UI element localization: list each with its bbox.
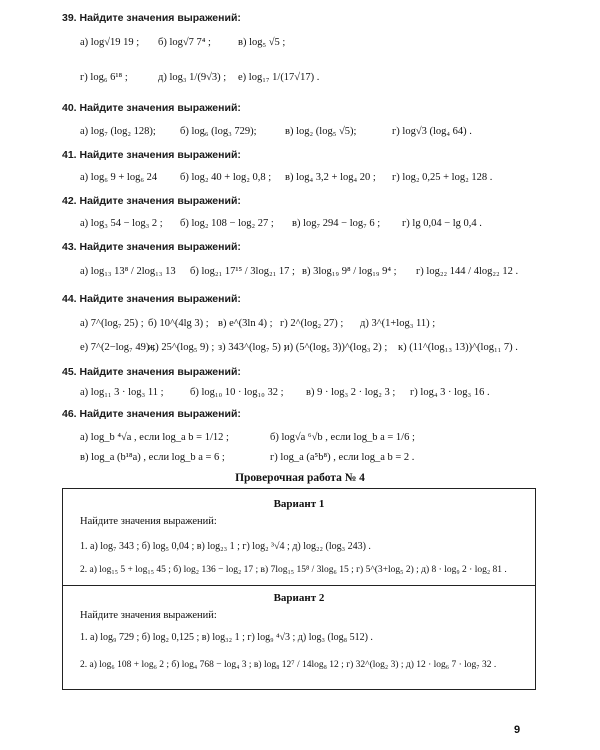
variant-2-title: Вариант 2 (273, 592, 325, 604)
problem-45-row-1 (80, 387, 540, 403)
problem-44-item-c: в) e^(3ln 4) ; (218, 318, 273, 329)
problem-39-item-f: е) log₁₇ 1/(17√17) . (238, 72, 320, 83)
problem-45-title: 45. Найдите значения выражений: (62, 366, 241, 378)
problem-41-item-a: а) log₆ 9 + log₆ 24 (80, 172, 158, 183)
problem-44-title: 44. Найдите значения выражений: (62, 293, 241, 305)
problem-39-row-2 (80, 72, 540, 88)
problem-39-item-d: г) log₆ 6¹⁸ ; (80, 72, 128, 83)
problem-45-item-a: а) log₁₁ 3 · log₃ 11 ; (80, 387, 164, 398)
problem-41-item-b: б) log₂ 40 + log₂ 0,8 ; (180, 172, 272, 183)
problem-44-item-h: з) 343^(log₇ 5) ; (218, 342, 287, 353)
problem-40-item-d: г) log√3 (log₄ 64) . (392, 126, 472, 137)
variant-2-task-1: 1. а) log₉ 729 ; б) log₂ 0,125 ; в) log₃₂ 1 ; г) log₉ ⁴√3 ; д) log₃ (log₈ 512) . (80, 632, 373, 643)
problem-39-item-c: в) log₅ √5 ; (238, 37, 286, 48)
problem-43-item-b: б) log₂₁ 17¹⁵ / 3log₂₁ 17 ; (190, 266, 295, 277)
problem-46-row-1 (80, 432, 540, 448)
check-work-heading: Проверочная работа № 4 (235, 472, 365, 484)
variant-1-task-1: 1. а) log₇ 343 ; б) log₅ 0,04 ; в) log₂₃ 1 ; г) log₂ ³√4 ; д) log₂₂ (log₃ 243) . (80, 541, 371, 552)
problem-45-item-b: б) log₁₀ 10 · log₁₀ 32 ; (190, 387, 284, 398)
problem-44-item-i: и) (5^(log₅ 3))^(log₃ 2) ; (284, 342, 388, 353)
problem-46-item-c: в) log_a (b¹⁸a) , если log_b a = 6 ; (80, 452, 225, 463)
problem-46-item-b: б) log√a ⁶√b , если log_b a = 1/6 ; (270, 432, 415, 443)
problem-39-title: 39. Найдите значения выражений: (62, 12, 241, 24)
problem-46-item-a: а) log_b ⁴√a , если log_a b = 1/12 ; (80, 432, 229, 443)
problem-44-item-j: к) (11^(log₁₃ 13))^(log₁₁ 7) . (398, 342, 518, 353)
problem-42-item-d: г) lg 0,04 − lg 0,4 . (402, 218, 482, 229)
problem-43-item-c: в) 3log₁₉ 9⁸ / log₁₉ 9⁴ ; (302, 266, 397, 277)
problem-40-item-a: а) log₇ (log₂ 128); (80, 126, 156, 137)
problem-44-item-g: ж) 25^(log₅ 9) ; (148, 342, 215, 353)
problem-43-row-1 (80, 266, 540, 282)
problem-45-item-c: в) 9 · log₃ 2 · log₂ 3 ; (306, 387, 396, 398)
problem-42-item-b: б) log₂ 108 − log₂ 27 ; (180, 218, 274, 229)
variant-1-instruction: Найдите значения выражений: (80, 516, 217, 527)
problem-44-item-b: б) 10^(4lg 3) ; (148, 318, 209, 329)
problem-45-item-d: г) log₄ 3 · log₃ 16 . (410, 387, 490, 398)
problem-40-row-1 (80, 126, 540, 142)
problem-44-item-d: г) 2^(log₂ 27) ; (280, 318, 344, 329)
problem-43-title: 43. Найдите значения выражений: (62, 241, 241, 253)
problem-44-row-2 (80, 342, 540, 358)
problem-46-title: 46. Найдите значения выражений: (62, 408, 241, 420)
problem-40-item-c: в) log₂ (log₅ √5); (285, 126, 357, 137)
problem-41-title: 41. Найдите значения выражений: (62, 149, 241, 161)
problem-41-item-c: в) log₄ 3,2 + log₄ 20 ; (285, 172, 376, 183)
problem-42-item-c: в) log₇ 294 − log₇ 6 ; (292, 218, 381, 229)
problem-44-item-f: е) 7^(2−log₇ 49) ; (80, 342, 155, 353)
problem-39-item-b: б) log√7 7⁴ ; (158, 37, 211, 48)
problem-40-item-b: б) log₆ (log₃ 729); (180, 126, 257, 137)
variant-divider (62, 585, 536, 586)
problem-43-item-d: г) log₂₂ 144 / 4log₂₂ 12 . (416, 266, 519, 277)
problem-39-item-e: д) log₃ 1/(9√3) ; (158, 72, 227, 83)
page-number: 9 (514, 724, 521, 736)
problem-46-item-d: г) log_a (a⁵b⁸) , если log_a b = 2 . (270, 452, 415, 463)
problem-41-item-d: г) log₂ 0,25 + log₂ 128 . (392, 172, 493, 183)
problem-42-item-a: а) log₃ 54 − log₃ 2 ; (80, 218, 163, 229)
problem-42-row-1 (80, 218, 540, 234)
problem-42-title: 42. Найдите значения выражений: (62, 195, 241, 207)
variant-2-task-2: 2. а) log₆ 108 + log₆ 2 ; б) log₄ 768 − log₄ 3 ; в) log₈ 12⁷ / 14log₈ 12 ; г) 32^(log₂ 3) ; д) 12 · log₆ 7 · log₇ 32 . (80, 660, 497, 670)
variant-1-title: Вариант 1 (273, 498, 325, 510)
problem-39-row-1 (80, 37, 540, 53)
problem-44-item-a: а) 7^(log₇ 25) ; (80, 318, 144, 329)
problem-46-row-2 (80, 452, 540, 468)
problem-41-row-1 (80, 172, 540, 188)
problem-44-item-e: д) 3^(1+log₃ 11) ; (360, 318, 436, 329)
problem-43-item-a: а) log₁₃ 13⁸ / 2log₁₃ 13 (80, 266, 176, 277)
problem-40-title: 40. Найдите значения выражений: (62, 102, 241, 114)
variant-2-instruction: Найдите значения выражений: (80, 610, 217, 621)
variant-1-task-2: 2. а) log₁₅ 5 + log₁₅ 45 ; б) log₂ 136 − log₂ 17 ; в) 7log₁₅ 15⁸ / 3log₆ 15 ; г) 5^(3+log₅ 2) ; д) 8 · log₉ 2 · log₂ 81 . (80, 565, 507, 575)
problem-39-item-a: а) log√19 19 ; (80, 37, 140, 48)
problem-44-row-1 (80, 318, 540, 334)
